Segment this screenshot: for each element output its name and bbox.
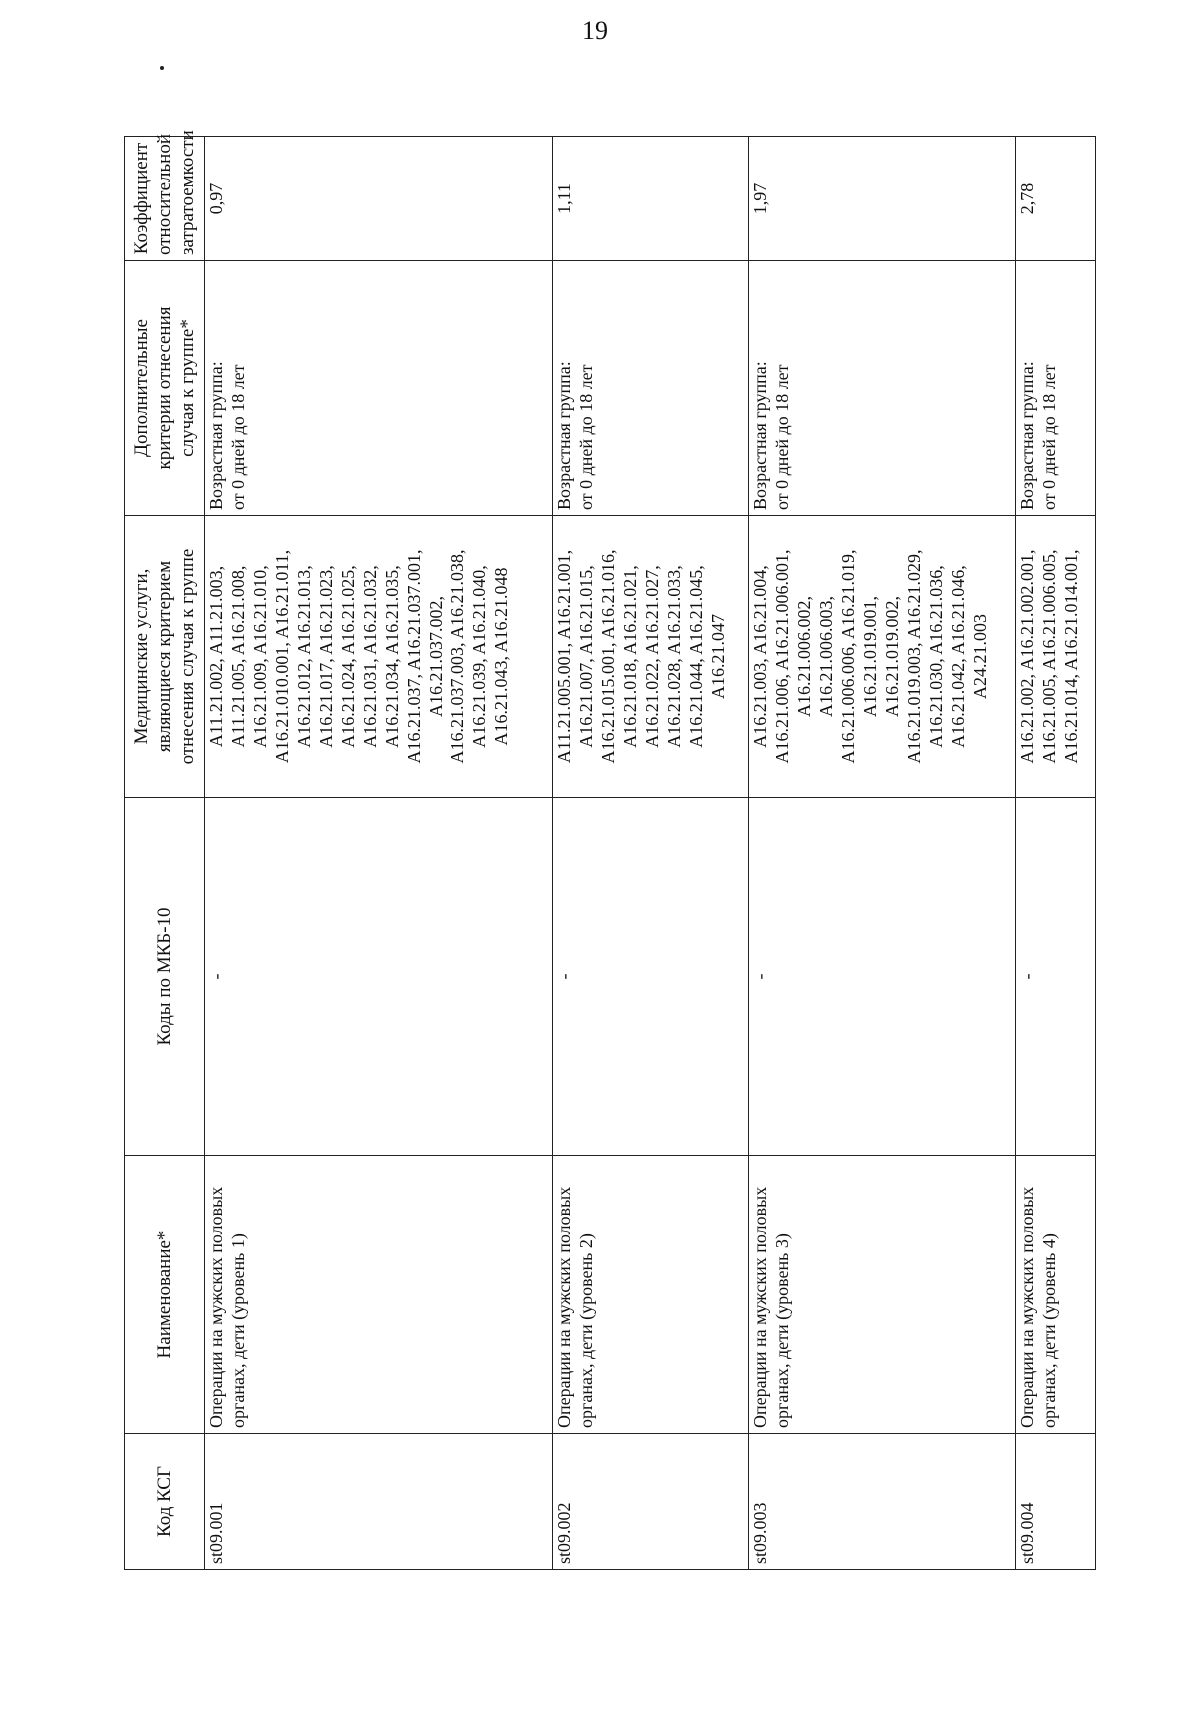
service-code-line: A16.21.022, A16.21.027, — [641, 565, 662, 748]
row-mkb: - — [553, 798, 749, 1156]
service-code-line: A16.21.037.002, — [425, 596, 446, 717]
row-criteria — [1016, 261, 1096, 516]
row-name: Операции на мужских половых органах, дети (уровень 1) — [205, 1156, 553, 1434]
row-criteria — [749, 261, 1016, 516]
criteria-line: от 0 дней до 18 лет — [227, 364, 248, 510]
header-mkb: Коды по МКБ-10 — [125, 798, 205, 1156]
row-coef: 1,97 — [749, 137, 1016, 261]
service-code-line: A16.21.019.001, — [859, 596, 880, 717]
row-coef: 2,78 — [1016, 137, 1096, 261]
row-code: st09.001 — [205, 1434, 553, 1570]
service-code-line: A16.21.034, A16.21.035, — [381, 565, 402, 748]
service-code-line: A11.21.002, A11.21.003, — [206, 565, 226, 748]
service-code-line: A16.21.006.006, A16.21.019, — [837, 549, 858, 764]
service-code-line: A16.21.003, A16.21.004, — [750, 565, 770, 748]
service-code-line: A16.21.030, A16.21.036, — [925, 565, 946, 748]
row-services — [749, 516, 1016, 798]
criteria-line: Возрастная группа: — [206, 361, 226, 510]
service-code-line: A16.21.017, A16.21.023, — [315, 565, 336, 748]
table-row — [205, 137, 553, 1570]
service-code-line: A16.21.024, A16.21.025, — [337, 565, 358, 748]
row-services — [1016, 516, 1096, 798]
header-coef-line: Коэффициент — [130, 142, 152, 255]
header-criteria-line: Дополнительные — [130, 319, 152, 457]
service-code-line: A16.21.019.003, A16.21.029, — [903, 549, 924, 764]
header-services-line: отнесения случая к группе — [177, 548, 199, 765]
row-mkb: - — [749, 798, 1016, 1156]
service-code-line: A16.21.006.002, — [793, 596, 814, 717]
service-code-line: A16.21.028, A16.21.033, — [663, 565, 684, 748]
service-code-line: A16.21.031, A16.21.032, — [359, 565, 380, 748]
row-coef: 1,11 — [553, 137, 749, 261]
criteria-line: от 0 дней до 18 лет — [771, 364, 792, 510]
header-coef-line: относительной — [153, 133, 175, 255]
row-mkb: - — [205, 798, 553, 1156]
service-code-line: A11.21.005, A16.21.008, — [227, 565, 248, 748]
ksg-table — [124, 130, 1096, 1570]
scan-speck — [160, 66, 164, 70]
service-code-line: A16.21.007, A16.21.015, — [575, 565, 596, 748]
service-code-line: A16.21.047 — [707, 614, 728, 699]
row-mkb: - — [1016, 798, 1096, 1156]
criteria-line: от 0 дней до 18 лет — [575, 364, 596, 510]
service-code-line: A16.21.037, A16.21.037.001, — [403, 549, 424, 764]
service-code-line: A16.21.043, A16.21.048 — [491, 567, 512, 746]
header-services — [125, 516, 205, 798]
row-services — [205, 516, 553, 798]
service-code-line: A11.21.005.001, A16.21.001, — [554, 549, 574, 764]
header-services-line: Медицинские услуги, — [130, 568, 152, 745]
criteria-line: Возрастная группа: — [1017, 361, 1037, 510]
criteria-line: Возрастная группа: — [750, 361, 770, 510]
service-code-line: A16.21.015.001, A16.21.016, — [597, 549, 618, 764]
service-code-line: A16.21.014, A16.21.014.001, — [1060, 549, 1081, 764]
table-header-row — [125, 137, 205, 1570]
header-name: Наименование* — [125, 1156, 205, 1434]
service-code-line: A16.21.018, A16.21.021, — [619, 565, 640, 748]
service-code-line: A16.21.009, A16.21.010, — [249, 565, 270, 748]
service-code-line: A16.21.006, A16.21.006.001, — [771, 549, 792, 764]
header-coef-line: затратоемкости — [177, 130, 199, 255]
criteria-line: от 0 дней до 18 лет — [1038, 364, 1059, 510]
header-criteria — [125, 261, 205, 516]
header-criteria-line: критерии отнесения — [153, 306, 175, 470]
service-code-line: A16.21.005, A16.21.006.005, — [1038, 549, 1059, 764]
service-code-line: A16.21.039, A16.21.040, — [469, 565, 490, 748]
service-code-line: A16.21.010.001, A16.21.011, — [271, 549, 292, 764]
header-code: Код КСГ — [125, 1434, 205, 1570]
service-code-line: A16.21.019.002, — [881, 596, 902, 717]
row-criteria — [553, 261, 749, 516]
service-code-line: A16.21.042, A16.21.046, — [947, 565, 968, 748]
row-name: Операции на мужских половых органах, дети (уровень 3) — [749, 1156, 1016, 1434]
service-code-line: A24.21.003 — [969, 614, 990, 699]
row-code: st09.004 — [1016, 1434, 1096, 1570]
table-row — [553, 137, 749, 1570]
table-row — [1016, 137, 1096, 1570]
row-code: st09.002 — [553, 1434, 749, 1570]
service-code-line: A16.21.012, A16.21.013, — [293, 565, 314, 748]
row-coef: 0,97 — [205, 137, 553, 261]
row-code: st09.003 — [749, 1434, 1016, 1570]
header-services-line: являющиеся критерием — [153, 560, 175, 753]
service-code-line: A16.21.002, A16.21.002.001, — [1017, 549, 1037, 764]
table-row — [749, 137, 1016, 1570]
service-code-line: A16.21.044, A16.21.045, — [685, 565, 706, 748]
header-coef — [125, 130, 205, 261]
row-name: Операции на мужских половых органах, дети (уровень 4) — [1016, 1156, 1096, 1434]
row-services — [553, 516, 749, 798]
criteria-line: Возрастная группа: — [554, 361, 574, 510]
page-number: 19 — [582, 16, 608, 45]
ksg-table-rotated — [124, 130, 1095, 1570]
service-code-line: A16.21.006.003, — [815, 596, 836, 717]
row-criteria — [205, 261, 553, 516]
header-criteria-line: случая к группе* — [177, 319, 199, 457]
row-name: Операции на мужских половых органах, дети (уровень 2) — [553, 1156, 749, 1434]
service-code-line: A16.21.037.003, A16.21.038, — [447, 549, 468, 764]
